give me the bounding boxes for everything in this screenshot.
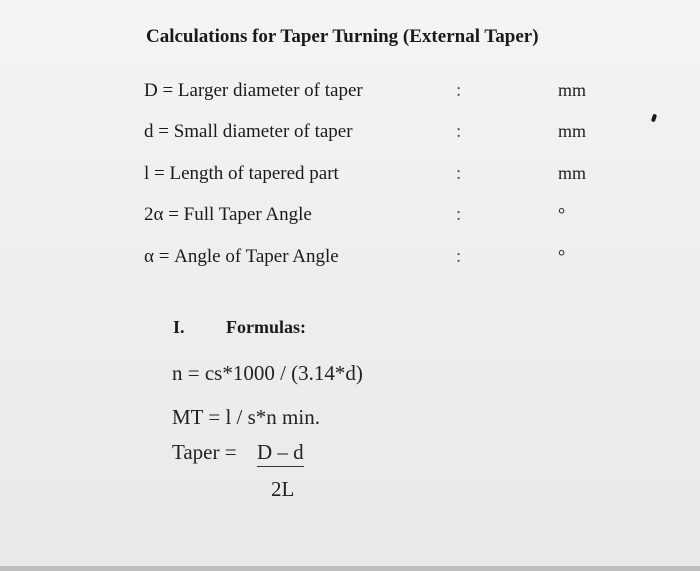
pen-mark [651,114,657,123]
unit-label: mm [558,121,587,141]
variable-definition: d = Small diameter of taper [144,121,353,142]
bottom-edge [0,566,700,571]
taper-formula-denominator: 2L [271,477,295,501]
separator-colon: : [456,163,462,184]
variable-definition: D = Larger diameter of taper [144,80,363,101]
variable-definition: 2α = Full Taper Angle [144,204,312,225]
variable-row [144,80,604,108]
variable-row [144,121,604,149]
taper-formula-numerator: D – d [257,440,304,467]
spindle-speed-formula: n = cs*1000 / (3.14*d) [172,361,363,385]
variable-definition: α = Angle of Taper Angle [144,246,339,267]
separator-colon: : [456,80,462,101]
variable-definition: l = Length of tapered part [144,163,339,184]
section-numeral: I. [173,317,185,337]
taper-formula-label: Taper = [172,440,237,464]
variable-row [144,204,604,232]
unit-label: mm [558,80,587,100]
variable-row [144,246,604,274]
variable-row [144,163,604,191]
separator-colon: : [456,204,462,225]
page-title: Calculations for Taper Turning (External Taper) [146,26,539,47]
separator-colon: : [456,246,462,267]
machining-time-formula: MT = l / s*n min. [172,405,320,429]
unit-label: ° [558,246,566,266]
separator-colon: : [456,121,462,142]
section-heading: Formulas: [226,317,306,337]
unit-label: mm [558,163,587,183]
unit-label: ° [558,204,566,224]
